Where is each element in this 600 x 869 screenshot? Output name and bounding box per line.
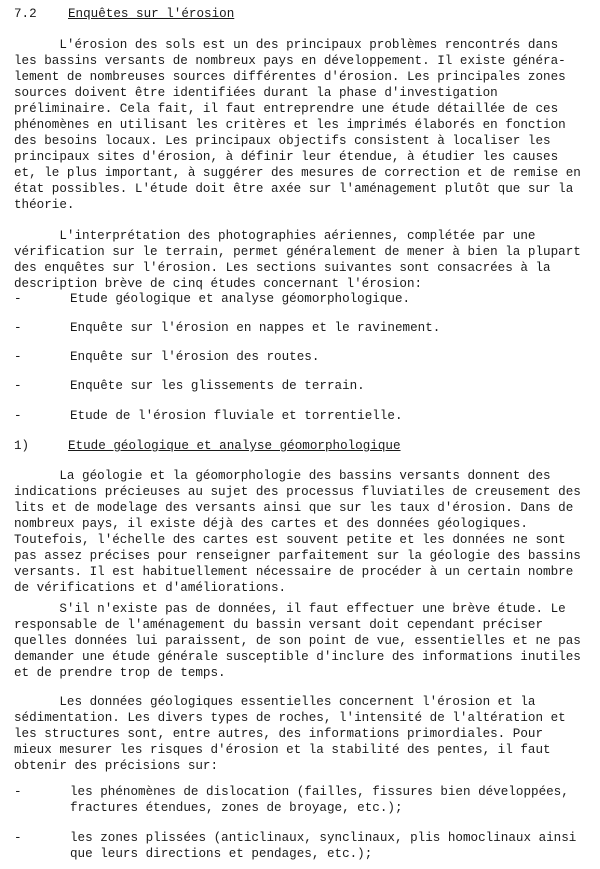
section-number: 7.2 — [14, 7, 37, 21]
list-item-text: Etude géologique et analyse géomorphologique. — [70, 292, 411, 306]
paragraph-line: phénomènes en utilisant les critères et les imprimés élaborés en fonction — [14, 118, 566, 132]
paragraph-line: les structures sont, entre autres, des informations primordiales. Pour — [14, 727, 544, 741]
paragraph-line: vérification sur le terrain, permet généralement de mener à bien la plupart — [14, 245, 581, 259]
dash-bullet: - — [14, 379, 22, 393]
dash-bullet: - — [14, 350, 22, 364]
list-item-text: fractures étendues, zones de broyage, etc.); — [70, 801, 403, 815]
paragraph-line: pas assez précises pour renseigner parfaitement sur la géologie des bassins — [14, 549, 581, 563]
list-item-text: que leurs directions et pendages, etc.); — [70, 847, 373, 861]
paragraph-line: description brève de cinq études concernant l'érosion: — [14, 277, 423, 291]
list-item-text: les zones plissées (anticlinaux, synclinaux, plis homoclinaux ainsi — [70, 831, 577, 845]
paragraph-line: sédimentation. Les divers types de roches, l'intensité de l'altération et — [14, 711, 566, 725]
paragraph-line: mieux mesurer les risques d'érosion et la stabilité des pentes, il faut — [14, 743, 551, 757]
paragraph-line: les bassins versants de nombreux pays en développement. Il existe généra- — [14, 54, 566, 68]
paragraph-line: théorie. — [14, 198, 75, 212]
paragraph-line: demander une étude générale susceptible d'inclure des informations inutiles — [14, 650, 581, 664]
dash-bullet: - — [14, 831, 22, 845]
paragraph-line: Toutefois, l'échelle des cartes est souvent petite et les données ne sont — [14, 533, 566, 547]
list-item-text: Enquête sur l'érosion des routes. — [70, 350, 320, 364]
paragraph-line: Les données géologiques essentielles concernent l'érosion et la — [14, 695, 536, 709]
list-item-text: Enquête sur les glissements de terrain. — [70, 379, 365, 393]
paragraph-line: des enquêtes sur l'érosion. Les sections suivantes sont consacrées à la — [14, 261, 551, 275]
paragraph-line: lement de nombreuses sources différentes d'érosion. Les principales zones — [14, 70, 566, 84]
list-item-text: les phénomènes de dislocation (failles, fissures bien développées, — [70, 785, 569, 799]
dash-bullet: - — [14, 785, 22, 799]
paragraph-line: versants. Il est habituellement nécessaire de procéder à un certain nombre — [14, 565, 574, 579]
paragraph-line: L'érosion des sols est un des principaux problèmes rencontrés dans — [14, 38, 559, 52]
dash-bullet: - — [14, 292, 22, 306]
paragraph-line: des besoins locaux. Les principaux objectifs consistent à localiser les — [14, 134, 551, 148]
paragraph-line: sources doivent être identifiées durant la phase d'investigation — [14, 86, 498, 100]
paragraph-line: et, le plus important, à suggérer des mesures de correction et de remise en — [14, 166, 581, 180]
paragraph-line: responsable de l'aménagement du bassin versant doit cependant préciser — [14, 618, 544, 632]
paragraph-line: S'il n'existe pas de données, il faut effectuer une brève étude. Le — [14, 602, 566, 616]
dash-bullet: - — [14, 321, 22, 335]
paragraph-line: et de prendre trop de temps. — [14, 666, 226, 680]
paragraph-line: lits et de modelage des versants ainsi que sur les taux d'érosion. Dans de — [14, 501, 574, 515]
paragraph-line: nombreux pays, il existe déjà des cartes et des données géologiques. — [14, 517, 528, 531]
section-number: 1) — [14, 439, 30, 453]
paragraph-line: principaux sites d'érosion, à définir leur étendue, à étudier les causes — [14, 150, 559, 164]
paragraph-line: La géologie et la géomorphologie des bassins versants donnent des — [14, 469, 551, 483]
paragraph-line: quelles données lui paraissent, de son point de vue, essentielles et ne pas — [14, 634, 581, 648]
list-item-text: Etude de l'érosion fluviale et torrentielle. — [70, 409, 403, 423]
section-title: Enquêtes sur l'érosion — [68, 7, 235, 21]
paragraph-line: obtenir des précisions sur: — [14, 759, 219, 773]
list-item-text: Enquête sur l'érosion en nappes et le ravinement. — [70, 321, 441, 335]
paragraph-line: état possibles. L'étude doit être axée sur l'aménagement plutôt que sur la — [14, 182, 574, 196]
paragraph-line: L'interprétation des photographies aériennes, complétée par une — [14, 229, 536, 243]
paragraph-line: préliminaire. Cela fait, il faut entreprendre une étude détaillée de ces — [14, 102, 559, 116]
paragraph-line: de vérifications et d'améliorations. — [14, 581, 287, 595]
paragraph-line: indications précieuses au sujet des processus fluviatiles de creusement des — [14, 485, 581, 499]
section-title: Etude géologique et analyse géomorphologique — [68, 439, 401, 453]
dash-bullet: - — [14, 409, 22, 423]
